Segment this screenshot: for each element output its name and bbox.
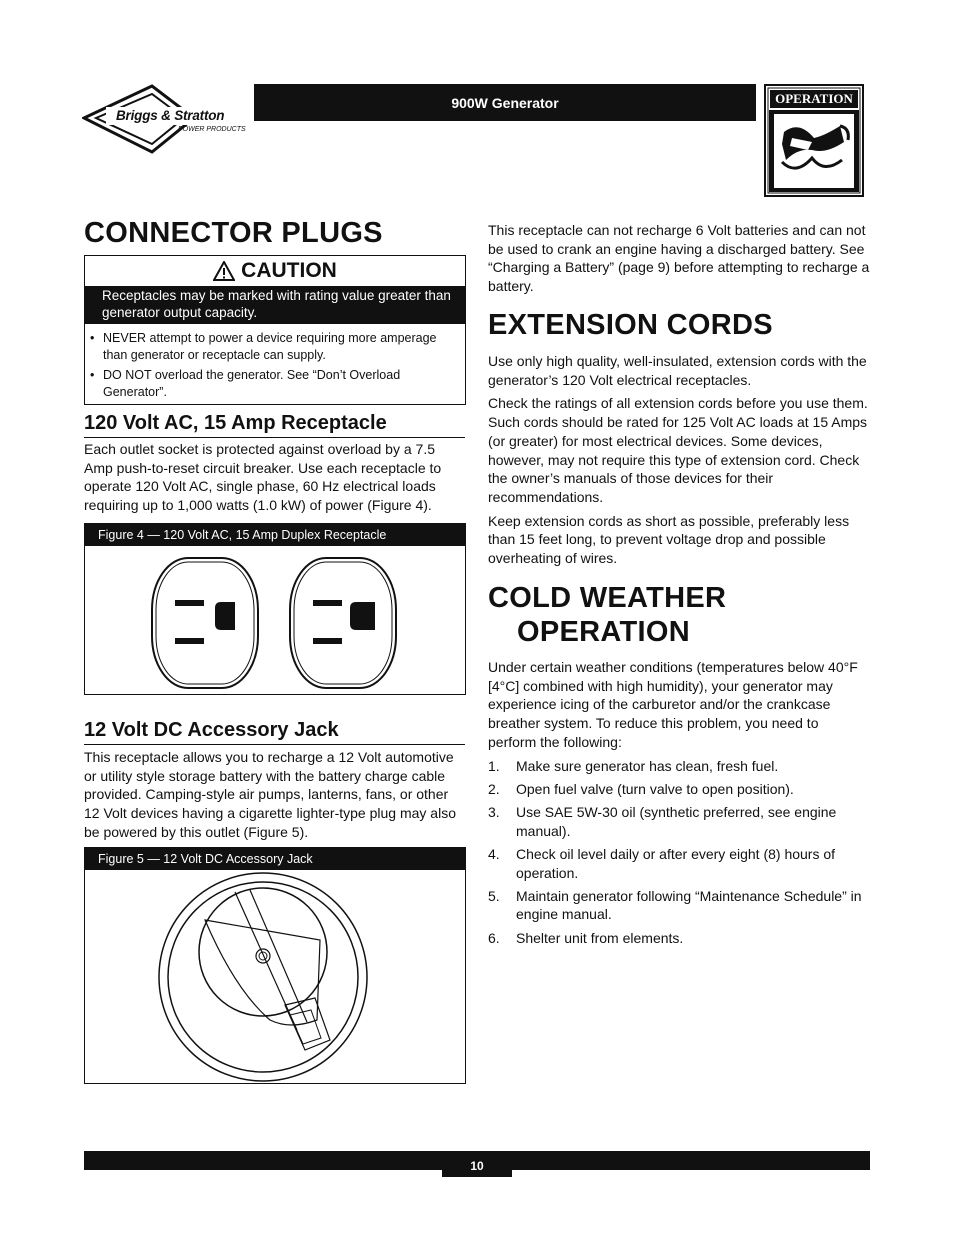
briggs-stratton-logo	[82, 84, 254, 154]
figure-5	[84, 847, 466, 1084]
caution-bullet: • DO NOT overload the generator. See “Don’t Overload Generator”.	[103, 367, 457, 401]
cold-weather-steps	[488, 757, 870, 948]
cold-weather-intro: Under certain weather conditions (temperatures below 40°F [4°C] combined with high humidity), your generator may experience icing of the carburetor and/or the crankcase breather system. To reduce this problem, you need to perform the following:	[488, 659, 858, 750]
cold-weather-text	[488, 658, 870, 952]
step-item	[488, 780, 870, 799]
step-text: Check oil level daily or after every eight (8) hours of operation.	[516, 845, 836, 881]
page-number: 10	[442, 1156, 512, 1177]
caution-band: Receptacles may be marked with rating value greater than generator output capacity.	[85, 286, 465, 324]
step-item	[488, 887, 870, 924]
extension-paragraph: Keep extension cords as short as possible, preferably less than 15 feet long, to prevent voltage drop and possible overheating of wires.	[488, 512, 850, 567]
step-number: 4.	[488, 845, 500, 862]
step-text: Make sure generator has clean, fresh fuel.	[516, 757, 779, 774]
step-number: 6.	[488, 929, 500, 946]
caution-bullet: • NEVER attempt to power a device requiring more amperage than generator or receptacle can supply.	[103, 330, 457, 364]
extension-paragraph: Use only high quality, well-insulated, extension cords with the generator’s 120 Volt electrical receptacles.	[488, 353, 867, 388]
dc-jack-heading: 12 Volt DC Accessory Jack	[84, 718, 465, 745]
step-number: 5.	[488, 887, 500, 904]
caution-title: CAUTION	[241, 259, 337, 282]
figure-5-caption: Figure 5 — 12 Volt DC Accessory Jack	[85, 848, 465, 870]
receptacle-paragraph: Each outlet socket is protected against overload by a 7.5 Amp push-to-reset circuit breaker. Use each receptacle to operate 120 Volt AC, single phase, 60 Hz electrical loads requiring up to 1,000 watts (1.0 kW) of power (Figure 4).	[84, 441, 442, 514]
extension-cords-text	[488, 352, 870, 573]
step-item	[488, 803, 870, 840]
duplex-receptacle-illustration	[85, 546, 465, 694]
operation-badge	[764, 84, 864, 197]
step-item	[488, 845, 870, 882]
header-bar	[254, 84, 756, 121]
caution-title-row	[85, 256, 465, 286]
caution-list	[85, 330, 465, 401]
step-item	[488, 929, 870, 948]
connector-plugs-heading: CONNECTOR PLUGS	[84, 217, 383, 249]
step-text: Shelter unit from elements.	[516, 929, 684, 946]
product-title: 900W Generator	[451, 94, 559, 111]
cold-weather-heading	[488, 581, 726, 649]
warning-triangle-icon	[213, 261, 235, 281]
step-number: 1.	[488, 757, 500, 774]
step-text: Maintain generator following “Maintenance Schedule” in engine manual.	[516, 887, 862, 923]
extension-paragraph: Check the ratings of all extension cords before you use them. Such cords should be rated for 125 Volt AC loads at 15 Amps (or greater) for most electrical devices. Some devices, however, may not require this type of extension cord. Check the owner’s manuals of those devices for their recommendations.	[488, 395, 868, 505]
figure-4-caption: Figure 4 — 120 Volt AC, 15 Amp Duplex Receptacle	[85, 524, 465, 546]
step-text: Use SAE 5W-30 oil (synthetic preferred, see engine manual).	[516, 803, 837, 839]
dc-accessory-jack-illustration	[85, 870, 465, 1083]
extension-cords-heading: EXTENSION CORDS	[488, 309, 773, 341]
cold-weather-heading-line-2: OPERATION	[517, 616, 690, 648]
step-item	[488, 757, 870, 776]
logo-wordmark: Briggs & Stratton	[116, 108, 225, 123]
dc-jack-paragraph: This receptacle allows you to recharge a 12 Volt automotive or utility style storage battery with the battery charge cable provided. Camping-style air pumps, lanterns, fans, or other 12 Volt devices having a cigarette lighter-type plug may also be powered by this outlet (Figure 5).	[84, 749, 456, 840]
badge-label: OPERATION	[775, 91, 853, 106]
step-number: 3.	[488, 803, 500, 820]
step-number: 2.	[488, 780, 500, 797]
receptacle-outlet-right	[290, 558, 396, 688]
step-text: Open fuel valve (turn valve to open position).	[516, 780, 794, 797]
figure-4	[84, 523, 466, 695]
caution-box	[84, 255, 466, 405]
cold-weather-heading-line-1: COLD WEATHER	[488, 582, 727, 614]
receptacle-outlet-left	[152, 558, 258, 688]
charging-note-paragraph: This receptacle can not recharge 6 Volt batteries and can not be used to crank an engine having a discharged battery. See “Charging a Battery” (page 9) before attempting to recharge a battery.	[488, 222, 870, 295]
logo-subtitle: POWER PRODUCTS	[178, 126, 246, 133]
receptacle-heading: 120 Volt AC, 15 Amp Receptacle	[84, 411, 465, 438]
